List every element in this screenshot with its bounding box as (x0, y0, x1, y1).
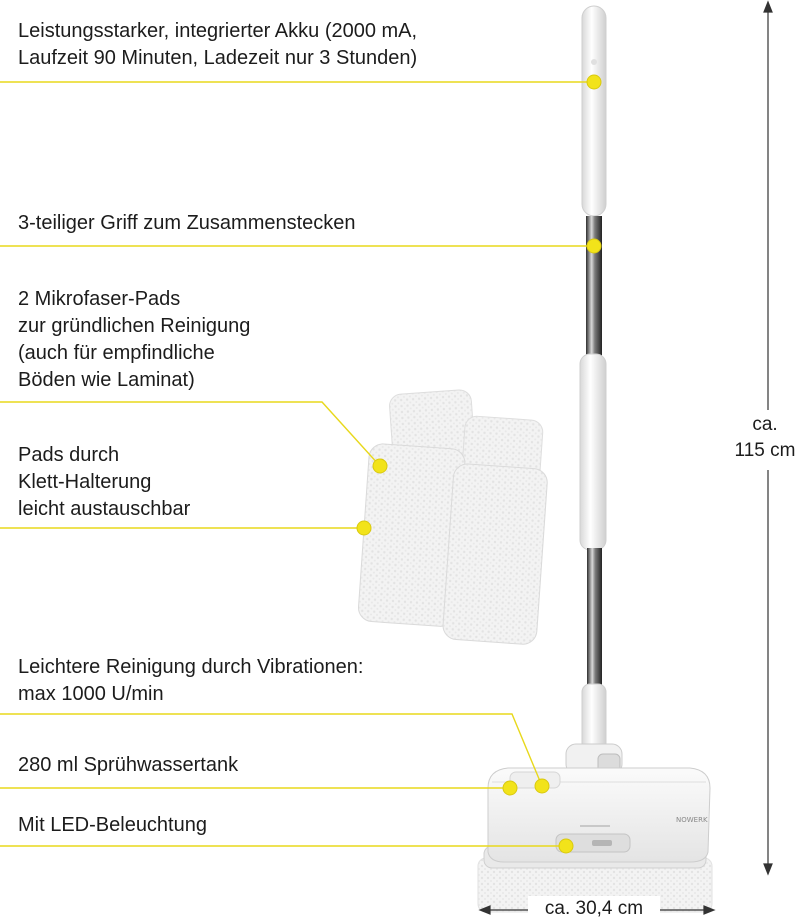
callout-dot-griff (587, 239, 601, 253)
callout-dot-led (559, 839, 573, 853)
callout-dot-tank (503, 781, 517, 795)
feature-pads: 2 Mikrofaser-Pads zur gründlichen Reinigung (auch für empfindliche Böden wie Laminat) (18, 288, 251, 391)
callout-dot-klett (357, 521, 371, 535)
feature-tank: 280 ml Sprühwassertank (18, 754, 239, 776)
feature-akku: Leistungsstarker, integrierter Akku (2000 mA, Laufzeit 90 Minuten, Ladezeit nur 3 Stunden) (18, 20, 418, 69)
feature-led: Mit LED-Beleuchtung (18, 814, 207, 836)
width-label: ca. 30,4 cm (528, 896, 660, 922)
feature-vibration: Leichtere Reinigung durch Vibrationen: max 1000 U/min (18, 656, 364, 705)
feature-klett: Pads durch Klett-Halterung leicht austauschbar (18, 444, 191, 520)
mop-handle (566, 6, 622, 780)
brand-mark: NOWERK (676, 816, 708, 824)
callout-dot-pads (373, 459, 387, 473)
callout-dot-akku (587, 75, 601, 89)
callout-dot-vibration (535, 779, 549, 793)
feature-griff: 3-teiliger Griff zum Zusammenstecken (18, 212, 356, 234)
height-label: ca. 115 cm (722, 412, 800, 464)
microfiber-pads (358, 389, 549, 645)
